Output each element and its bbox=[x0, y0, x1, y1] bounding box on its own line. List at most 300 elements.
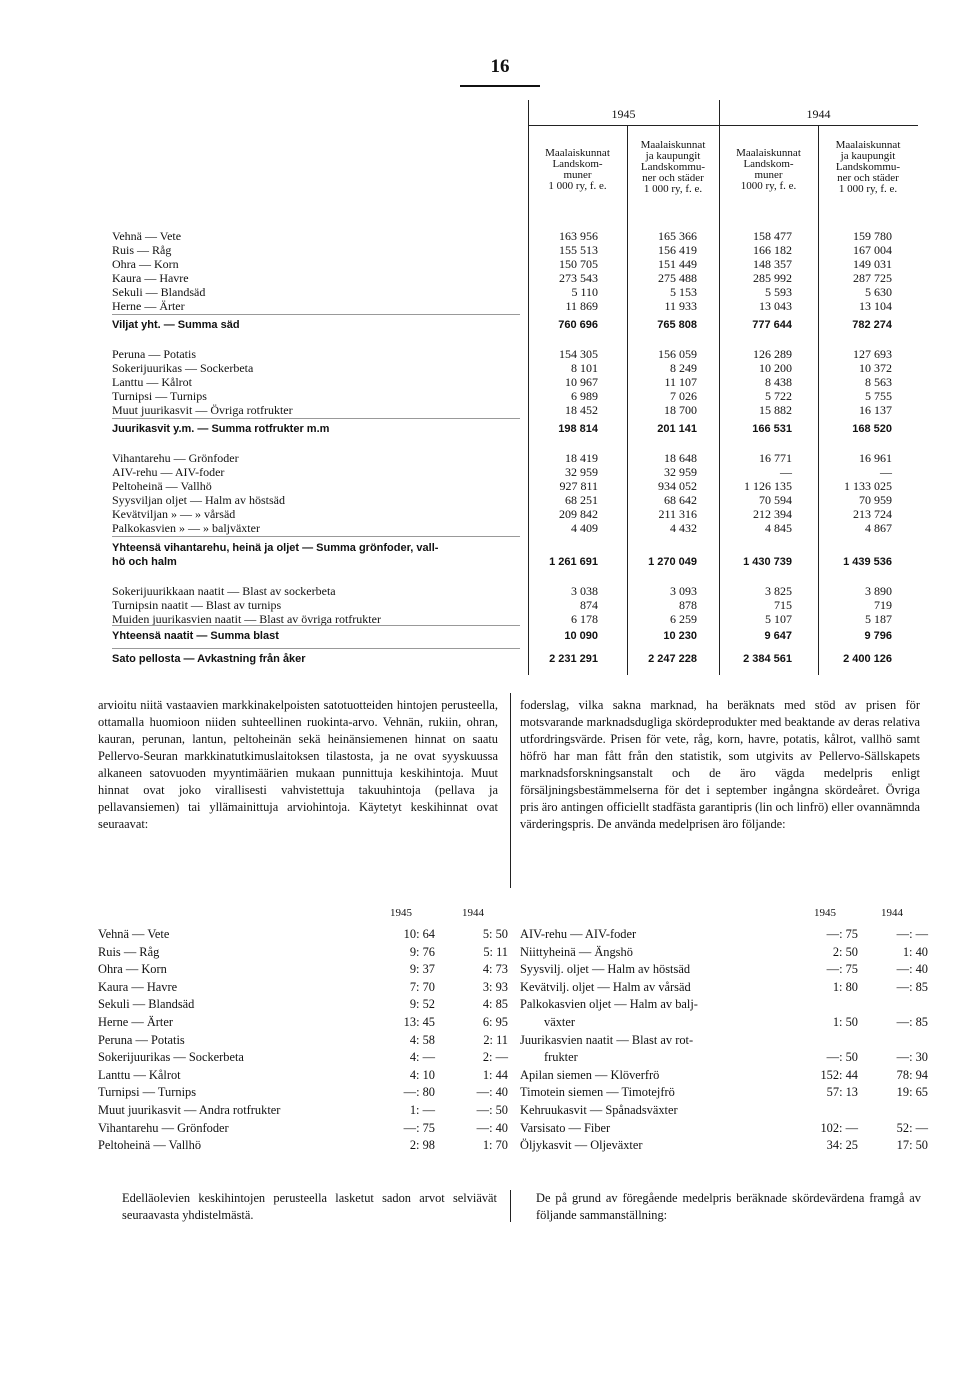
table-rule bbox=[528, 125, 918, 126]
price-value: 2: 50 bbox=[832, 944, 858, 959]
price-value: 1: 80 bbox=[832, 979, 858, 994]
year-header: 1945 bbox=[611, 107, 636, 121]
table-row bbox=[112, 243, 920, 257]
price-row bbox=[520, 926, 948, 943]
price-label bbox=[520, 1084, 800, 1101]
cell-value: — bbox=[880, 465, 892, 479]
price-value: —: 75 bbox=[826, 927, 858, 941]
row-label-text: Turnipsin naatit — Blast av turnips bbox=[112, 598, 282, 612]
price-value: 4: 10 bbox=[409, 1067, 435, 1082]
row-label-text: AIV-rehu — AIV-foder bbox=[112, 465, 225, 479]
price-row bbox=[520, 996, 948, 1013]
cell-value: 198 814 bbox=[558, 423, 598, 435]
price-label bbox=[98, 979, 380, 996]
price-label-text: Juurikasvien naatit — Blast av rot- bbox=[520, 1032, 694, 1047]
row-label-text: Yhteensä naatit — Summa blast bbox=[112, 630, 279, 642]
row-label-text: hö och halm bbox=[112, 556, 177, 568]
cell-value: 715 bbox=[774, 598, 792, 612]
cell-value: 158 477 bbox=[753, 229, 792, 243]
row-label bbox=[112, 361, 512, 375]
row-label-text: Sokerijuurikas — Sockerbeta bbox=[112, 361, 254, 375]
cell-value: 11 869 bbox=[565, 299, 598, 313]
cell-value: 1 133 025 bbox=[844, 479, 892, 493]
cell-value: 159 780 bbox=[853, 229, 892, 243]
price-label bbox=[98, 1102, 380, 1119]
cell-value: 5 110 bbox=[571, 285, 598, 299]
cell-value: 934 052 bbox=[658, 479, 697, 493]
row-label-text: Muut juurikasvit — Övriga rotfrukter bbox=[112, 403, 293, 417]
cell-value: 6 989 bbox=[571, 389, 598, 403]
price-value: —: 30 bbox=[896, 1050, 928, 1065]
price-label bbox=[520, 1032, 948, 1049]
price-year-header: 1944 bbox=[881, 907, 903, 919]
table-row bbox=[112, 389, 920, 403]
row-label-text: Muiden juurikasvien naatit — Blast av övriga rotfrukter bbox=[112, 612, 381, 626]
cell-value: 8 249 bbox=[670, 361, 697, 375]
cell-value: 209 842 bbox=[559, 507, 598, 521]
price-value: 13: 45 bbox=[403, 1015, 435, 1029]
cell-value: 10 090 bbox=[564, 630, 598, 642]
row-label-text: Viljat yht. — Summa säd bbox=[112, 319, 240, 331]
price-value: 5: 11 bbox=[483, 944, 508, 959]
row-label-text: Yhteensä vihantarehu, heinä ja oljet — Summa grönfoder, vall- bbox=[112, 542, 439, 554]
row-label-text: Palkokasvien » — » baljväxter bbox=[112, 521, 260, 535]
page-number: 16 bbox=[490, 56, 510, 77]
cell-value: 18 700 bbox=[664, 403, 697, 417]
price-value: 10: 64 bbox=[403, 927, 435, 941]
cell-value: 2 231 291 bbox=[549, 653, 598, 665]
price-row bbox=[520, 1084, 948, 1101]
price-label bbox=[98, 1049, 380, 1066]
row-label bbox=[112, 389, 512, 403]
cell-value: 1 439 536 bbox=[843, 556, 892, 568]
table-row bbox=[112, 479, 920, 493]
price-label-text: Sekuli — Blandsäd bbox=[98, 997, 195, 1012]
row-label bbox=[112, 598, 512, 612]
price-value: 2: 11 bbox=[483, 1032, 508, 1047]
price-row bbox=[520, 979, 948, 996]
price-row bbox=[520, 1032, 948, 1049]
subtotal-rule bbox=[112, 648, 520, 649]
cell-value: 878 bbox=[679, 598, 697, 612]
price-row bbox=[98, 1084, 528, 1101]
price-label bbox=[520, 1120, 800, 1137]
price-value: —: 50 bbox=[476, 1103, 508, 1117]
row-label bbox=[112, 507, 512, 521]
cell-value: 5 153 bbox=[670, 285, 697, 299]
cell-value: 156 059 bbox=[658, 347, 697, 361]
price-row bbox=[520, 1102, 948, 1119]
price-year-header: 1944 bbox=[462, 907, 484, 919]
column-header: Maalaiskunnat Landskom- muner 1 000 ry, f. e. bbox=[545, 147, 610, 192]
price-value: 5: 50 bbox=[482, 927, 508, 941]
price-value: 1: 70 bbox=[482, 1138, 508, 1153]
row-label bbox=[112, 652, 512, 666]
price-year-header: 1945 bbox=[814, 907, 836, 919]
cell-value: 16 771 bbox=[759, 451, 792, 465]
table-row bbox=[112, 403, 920, 417]
cell-value: 150 705 bbox=[559, 257, 598, 271]
cell-value: 11 933 bbox=[664, 299, 697, 313]
price-value: —: 80 bbox=[403, 1085, 435, 1100]
cell-value: 10 967 bbox=[565, 375, 598, 389]
price-row bbox=[98, 961, 528, 978]
price-value: 4: 58 bbox=[409, 1032, 435, 1047]
price-value: 4: — bbox=[409, 1050, 435, 1065]
price-label bbox=[98, 1084, 380, 1101]
cell-value: 8 563 bbox=[865, 375, 892, 389]
row-label bbox=[112, 285, 512, 299]
price-label-text: Lanttu — Kålrot bbox=[98, 1067, 181, 1082]
cell-value: 2 247 228 bbox=[648, 653, 697, 665]
price-value: 6: 95 bbox=[482, 1015, 508, 1029]
price-label bbox=[520, 1067, 800, 1084]
cell-value: 5 630 bbox=[865, 285, 892, 299]
cell-value: 8 438 bbox=[765, 375, 792, 389]
price-label bbox=[98, 1137, 380, 1154]
table-row bbox=[112, 375, 920, 389]
row-label bbox=[112, 403, 512, 417]
price-label bbox=[98, 996, 380, 1013]
table-row bbox=[112, 271, 920, 285]
cell-value: 32 959 bbox=[664, 465, 697, 479]
price-label-text: Muut juurikasvit — Andra rotfrukter bbox=[98, 1103, 281, 1117]
row-label bbox=[112, 422, 512, 436]
cell-value: 8 101 bbox=[571, 361, 598, 375]
price-value: —: 85 bbox=[896, 979, 928, 994]
paragraph-sv: foderslag, vilka sakna marknad, ha beräknats med stöd av prisen för motsvarande marknadsdugliga skördeprodukter med beaktande av deras relativa utfordringsvärde. Prisen för vete, råg, korn, havre, potatis, kålrot, vallhö samt höfrö har man fått från den statistik, som utgivits av Pellervo-Sällskapets marknadsforskningsanstalt och de äro vägda medelpris enligt försäljningsbestämmelserna för det i september ingångna skördeåret. Övriga pris äro antingen officiellt stadfästa garantipris (lin och linfrö) eller ovannämnda värderingspris. De använda medelprisen äro följande: bbox=[520, 698, 920, 831]
footer-sv: De på grund av föregående medelpris beräknade skördevärdena framgå av följande sammanställning: bbox=[536, 1191, 921, 1222]
cell-value: 166 182 bbox=[753, 243, 792, 257]
row-label-text: Sato pellosta — Avkastning från åker bbox=[112, 653, 306, 665]
price-value: —: 40 bbox=[896, 962, 928, 977]
price-row bbox=[98, 926, 528, 943]
row-label bbox=[112, 493, 512, 507]
subtotal-rule bbox=[112, 418, 520, 419]
cell-value: 165 366 bbox=[658, 229, 697, 243]
price-label bbox=[98, 1014, 380, 1031]
price-value: 102: — bbox=[820, 1120, 858, 1135]
cell-value: 777 644 bbox=[752, 319, 792, 331]
cell-value: 719 bbox=[874, 598, 892, 612]
price-value: —: 50 bbox=[826, 1050, 858, 1065]
row-label bbox=[112, 555, 512, 569]
price-label-text: Öljykasvit — Oljeväxter bbox=[520, 1138, 643, 1153]
cell-value: 18 648 bbox=[664, 451, 697, 465]
cell-value: 760 696 bbox=[558, 319, 598, 331]
table-row bbox=[112, 584, 920, 598]
cell-value: 927 811 bbox=[559, 479, 598, 493]
row-label-text: Vihantarehu — Grönfoder bbox=[112, 451, 239, 465]
cell-value: 5 593 bbox=[765, 285, 792, 299]
price-value: 19: 65 bbox=[896, 1085, 928, 1100]
row-label-text: Sokerijuurikkaan naatit — Blast av sockerbeta bbox=[112, 584, 336, 598]
cell-value: 70 594 bbox=[759, 493, 792, 507]
column-rule bbox=[510, 1190, 511, 1222]
price-value: —: — bbox=[896, 927, 928, 941]
cell-value: 18 419 bbox=[565, 451, 598, 465]
cell-value: 765 808 bbox=[657, 319, 697, 331]
table-row bbox=[112, 347, 920, 361]
cell-value: 287 725 bbox=[853, 271, 892, 285]
cell-value: 5 722 bbox=[765, 389, 792, 403]
cell-value: 126 289 bbox=[753, 347, 792, 361]
cell-value: 5 107 bbox=[765, 612, 792, 626]
price-row bbox=[98, 1067, 528, 1084]
price-label bbox=[520, 926, 800, 943]
price-value: 1: 40 bbox=[902, 944, 928, 959]
cell-value: 874 bbox=[580, 598, 598, 612]
price-row bbox=[98, 1014, 528, 1031]
cell-value: 1 430 739 bbox=[743, 556, 792, 568]
price-label-text: Apilan siemen — Klöverfrö bbox=[520, 1067, 660, 1082]
cell-value: 6 259 bbox=[670, 612, 697, 626]
row-label bbox=[112, 584, 512, 598]
table-row bbox=[112, 422, 920, 436]
table-row bbox=[112, 555, 920, 569]
row-label bbox=[112, 629, 512, 643]
cell-value: 156 419 bbox=[658, 243, 697, 257]
cell-value: 15 882 bbox=[759, 403, 792, 417]
cell-value: — bbox=[780, 465, 792, 479]
cell-value: 3 890 bbox=[865, 584, 892, 598]
cell-value: 7 026 bbox=[670, 389, 697, 403]
cell-value: 16 961 bbox=[859, 451, 892, 465]
price-row bbox=[520, 1067, 948, 1084]
cell-value: 148 357 bbox=[753, 257, 792, 271]
row-label bbox=[112, 375, 512, 389]
cell-value: 168 520 bbox=[852, 423, 892, 435]
price-value: 9: 37 bbox=[409, 962, 435, 977]
cell-value: 10 230 bbox=[663, 630, 697, 642]
price-label-text: AIV-rehu — AIV-foder bbox=[520, 927, 637, 941]
table-row bbox=[112, 521, 920, 535]
price-value: 34: 25 bbox=[826, 1138, 858, 1153]
cell-value: 273 543 bbox=[559, 271, 598, 285]
price-row bbox=[520, 1137, 948, 1154]
price-label-text: Timotein siemen — Timotejfrö bbox=[520, 1085, 675, 1100]
column-header: Maalaiskunnat ja kaupungit Landskommu- ner och städer 1 000 ry, f. e. bbox=[640, 139, 706, 195]
cell-value: 13 043 bbox=[759, 299, 792, 313]
price-value: 1: 50 bbox=[832, 1015, 858, 1029]
price-value: 3: 93 bbox=[482, 979, 508, 994]
row-label bbox=[112, 451, 512, 465]
table-row bbox=[112, 361, 920, 375]
table-row bbox=[112, 257, 920, 271]
price-label bbox=[98, 1032, 380, 1049]
price-label-text: Niittyheinä — Ängshö bbox=[520, 944, 633, 959]
cell-value: 68 642 bbox=[664, 493, 697, 507]
price-row bbox=[98, 1032, 528, 1049]
price-label-text: Peltoheinä — Vallhö bbox=[98, 1138, 202, 1153]
cell-value: 5 187 bbox=[865, 612, 892, 626]
year-header: 1944 bbox=[806, 107, 831, 121]
cell-value: 5 755 bbox=[865, 389, 892, 403]
price-value: —: 75 bbox=[403, 1120, 435, 1135]
price-value: 152: 44 bbox=[820, 1067, 858, 1082]
cell-value: 782 274 bbox=[852, 319, 892, 331]
cell-value: 3 093 bbox=[670, 584, 697, 598]
row-label bbox=[112, 479, 512, 493]
cell-value: 70 959 bbox=[859, 493, 892, 507]
price-label-text: Ohra — Korn bbox=[98, 962, 167, 977]
price-label-text: Kehruukasvit — Spånadsväxter bbox=[520, 1103, 678, 1117]
price-value: 57: 13 bbox=[826, 1085, 858, 1100]
row-label bbox=[112, 257, 512, 271]
cell-value: 155 513 bbox=[559, 243, 598, 257]
row-label-text: Ruis — Råg bbox=[112, 243, 172, 257]
price-value: 2: — bbox=[482, 1050, 508, 1065]
cell-value: 201 141 bbox=[657, 423, 697, 435]
cell-value: 151 449 bbox=[658, 257, 697, 271]
table-row bbox=[112, 598, 920, 612]
table-row bbox=[112, 541, 920, 555]
price-label bbox=[520, 1102, 800, 1119]
row-label-text: Juurikasvit y.m. — Summa rotfrukter m.m bbox=[112, 423, 330, 435]
row-label bbox=[112, 465, 512, 479]
price-value: 9: 76 bbox=[409, 944, 435, 959]
price-value: 17: 50 bbox=[896, 1138, 928, 1153]
cell-value: 154 305 bbox=[559, 347, 598, 361]
price-row bbox=[98, 1102, 528, 1119]
row-label bbox=[112, 318, 512, 332]
cell-value: 4 867 bbox=[865, 521, 892, 535]
cell-value: 1 126 135 bbox=[744, 479, 792, 493]
cell-value: 149 031 bbox=[853, 257, 892, 271]
price-row bbox=[98, 979, 528, 996]
table-row bbox=[112, 493, 920, 507]
cell-value: 10 372 bbox=[859, 361, 892, 375]
row-label-text: Syysviljan oljet — Halm av höstsäd bbox=[112, 493, 285, 507]
price-label bbox=[520, 944, 800, 961]
cell-value: 211 316 bbox=[658, 507, 697, 521]
table-row bbox=[112, 465, 920, 479]
row-label bbox=[112, 612, 512, 626]
column-header: Maalaiskunnat ja kaupungit Landskommu- ner och städer 1 000 ry, f. e. bbox=[835, 139, 901, 195]
table-row bbox=[112, 285, 920, 299]
price-label-text: frukter bbox=[544, 1050, 578, 1065]
cell-value: 3 038 bbox=[571, 584, 598, 598]
price-value: 1: — bbox=[409, 1103, 435, 1117]
price-value: —: 40 bbox=[476, 1085, 508, 1100]
price-row bbox=[98, 1137, 528, 1154]
cell-value: 9 796 bbox=[864, 630, 892, 642]
cell-value: 2 400 126 bbox=[843, 653, 892, 665]
paragraph-fi: arvioitu niitä vastaavien markkinakelpoisten satotuotteiden hintojen perusteella, ottamalla huomioon niiden suhteellinen ruokinta-arvo. Vehnän, rukiin, ohran, kauran, perunan, lantun, peltoheinän sekä heinänsiemenen hinnat on saatu Pellervo-Seuran markkinatutkimuslaitoksen tilastosta, ja ne ovat syyskuussa alkaneen satovuoden myyntimäärien mukaan punnittuja keskihintoja. Muut hinnat ovat joko virallisesti vahvistettuja takuuhintoja (pellava ja pellavansiemen) tai yllämainittuja arviohintoja. Käytetyt keskihinnat ovat seuraavat: bbox=[98, 698, 498, 831]
price-value: 78: 94 bbox=[896, 1067, 928, 1082]
cell-value: 32 959 bbox=[565, 465, 598, 479]
price-label bbox=[98, 926, 380, 943]
table-row bbox=[112, 629, 920, 643]
cell-value: 212 394 bbox=[753, 507, 792, 521]
cell-value: 1 261 691 bbox=[549, 556, 598, 568]
price-label-text: Turnipsi — Turnips bbox=[98, 1085, 197, 1100]
column-rule bbox=[510, 693, 511, 888]
price-label-text: Vehnä — Vete bbox=[98, 927, 170, 941]
cell-value: 2 384 561 bbox=[743, 653, 792, 665]
price-row bbox=[520, 1049, 948, 1066]
price-label bbox=[520, 979, 800, 996]
row-label bbox=[112, 541, 532, 555]
price-value: 7: 70 bbox=[409, 979, 435, 994]
cell-value: 213 724 bbox=[853, 507, 892, 521]
footer-fi: Edelläolevien keskihintojen perusteella lasketut sadon arvot selviävät seuraavasta yhdistelmästä. bbox=[122, 1191, 497, 1222]
cell-value: 167 004 bbox=[853, 243, 892, 257]
cell-value: 1 270 049 bbox=[648, 556, 697, 568]
cell-value: 4 409 bbox=[571, 521, 598, 535]
price-value: 52: — bbox=[896, 1120, 928, 1135]
row-label-text: Herne — Ärter bbox=[112, 299, 185, 313]
price-row bbox=[98, 944, 528, 961]
cell-value: 285 992 bbox=[753, 271, 792, 285]
row-label bbox=[112, 271, 512, 285]
page-number-rule bbox=[460, 85, 540, 87]
subtotal-rule bbox=[112, 625, 520, 626]
price-row bbox=[520, 961, 948, 978]
price-label-text: Palkokasvien oljet — Halm av balj- bbox=[520, 997, 698, 1012]
cell-value: 4 432 bbox=[670, 521, 697, 535]
row-label bbox=[112, 347, 512, 361]
row-label bbox=[112, 229, 512, 243]
price-label-text: Sokerijuurikas — Sockerbeta bbox=[98, 1050, 244, 1065]
table-row bbox=[112, 299, 920, 313]
price-label bbox=[520, 1137, 800, 1154]
price-row bbox=[98, 1049, 528, 1066]
price-label-text: Vihantarehu — Grönfoder bbox=[98, 1120, 229, 1135]
cell-value: 163 956 bbox=[559, 229, 598, 243]
cell-value: 9 647 bbox=[764, 630, 792, 642]
subtotal-rule bbox=[112, 536, 520, 537]
price-label-text: Syysvilj. oljet — Halm av höstsäd bbox=[520, 962, 691, 977]
table-row bbox=[112, 612, 920, 626]
cell-value: 16 137 bbox=[859, 403, 892, 417]
column-header: Maalaiskunnat Landskom- muner 1000 ry, f. e. bbox=[736, 147, 801, 192]
price-value: —: 75 bbox=[826, 962, 858, 977]
price-row bbox=[520, 1014, 948, 1031]
table-row bbox=[112, 652, 920, 666]
row-label bbox=[112, 521, 512, 535]
price-label bbox=[98, 1067, 380, 1084]
price-label-text: Ruis — Råg bbox=[98, 944, 160, 959]
price-row bbox=[520, 1120, 948, 1137]
price-value: 4: 85 bbox=[482, 997, 508, 1012]
row-label-text: Turnipsi — Turnips bbox=[112, 389, 207, 403]
cell-value: 3 825 bbox=[765, 584, 792, 598]
subtotal-rule bbox=[112, 314, 520, 315]
row-label bbox=[112, 243, 512, 257]
price-row bbox=[520, 944, 948, 961]
cell-value: 11 107 bbox=[664, 375, 697, 389]
row-label-text: Vehnä — Vete bbox=[112, 229, 182, 243]
price-label bbox=[520, 996, 948, 1013]
price-label bbox=[98, 1120, 380, 1137]
table-row bbox=[112, 229, 920, 243]
price-label-text: Kevätvilj. oljet — Halm av vårsäd bbox=[520, 979, 691, 994]
table-row bbox=[112, 507, 920, 521]
row-label-text: Peruna — Potatis bbox=[112, 347, 196, 361]
price-row bbox=[98, 996, 528, 1013]
row-label-text: Lanttu — Kålrot bbox=[112, 375, 192, 389]
price-label-text: Peruna — Potatis bbox=[98, 1032, 185, 1047]
price-label-text: växter bbox=[544, 1015, 575, 1029]
row-label-text: Ohra — Korn bbox=[112, 257, 179, 271]
price-label bbox=[98, 944, 380, 961]
price-value: 4: 73 bbox=[482, 962, 508, 977]
price-label bbox=[544, 1049, 800, 1066]
price-label bbox=[98, 961, 380, 978]
price-label bbox=[544, 1014, 800, 1031]
cell-value: 166 531 bbox=[752, 423, 792, 435]
